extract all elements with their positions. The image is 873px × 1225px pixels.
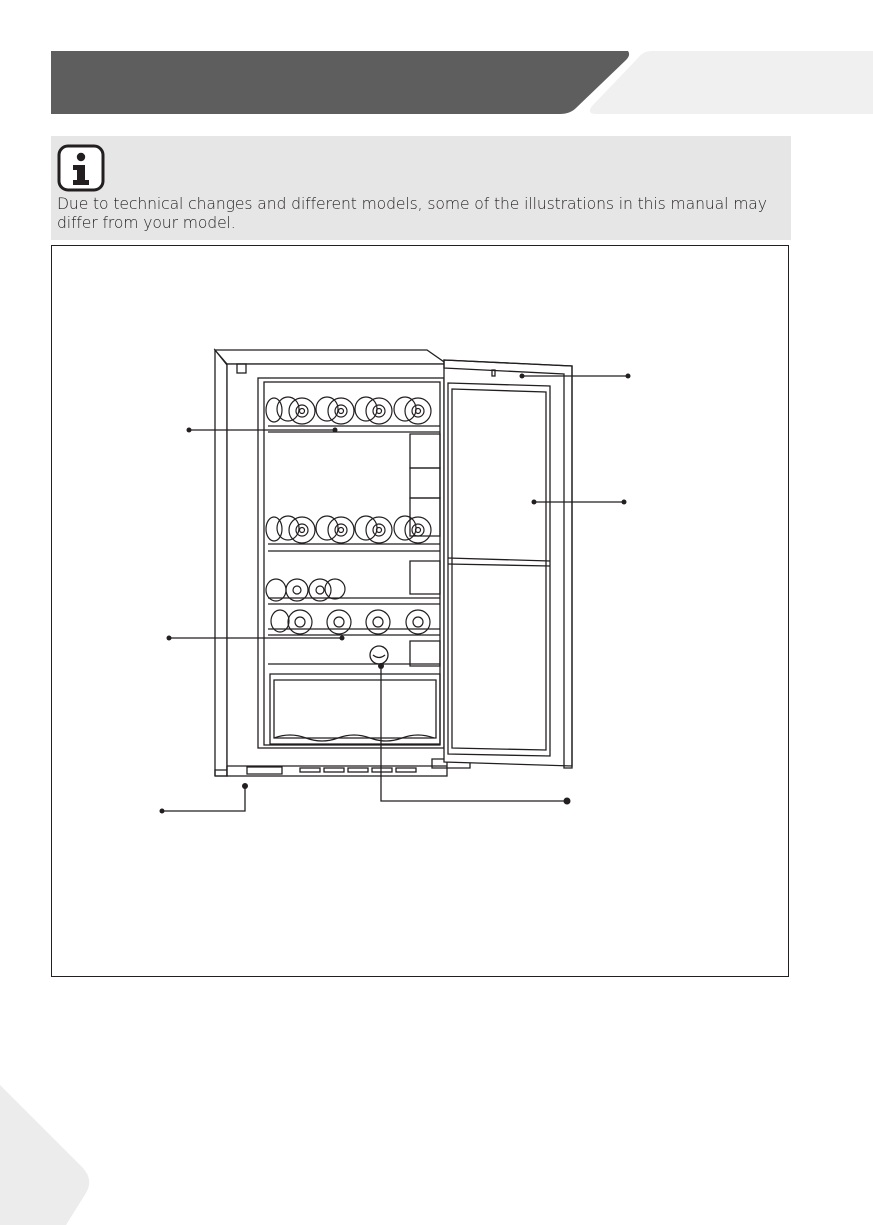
note-text: Due to technical changes and different models, some of the illustrations in this manual may differ from your model. <box>57 195 767 232</box>
info-note <box>51 136 791 240</box>
header-dark-tab <box>51 51 629 114</box>
info-icon <box>57 144 105 192</box>
figure-frame <box>51 245 789 977</box>
open-door <box>444 360 572 768</box>
header-bar <box>0 0 873 130</box>
wine-cooler-illustration <box>52 246 788 976</box>
footer-corner-decoration <box>0 1085 100 1225</box>
header-light-tab <box>590 51 873 114</box>
